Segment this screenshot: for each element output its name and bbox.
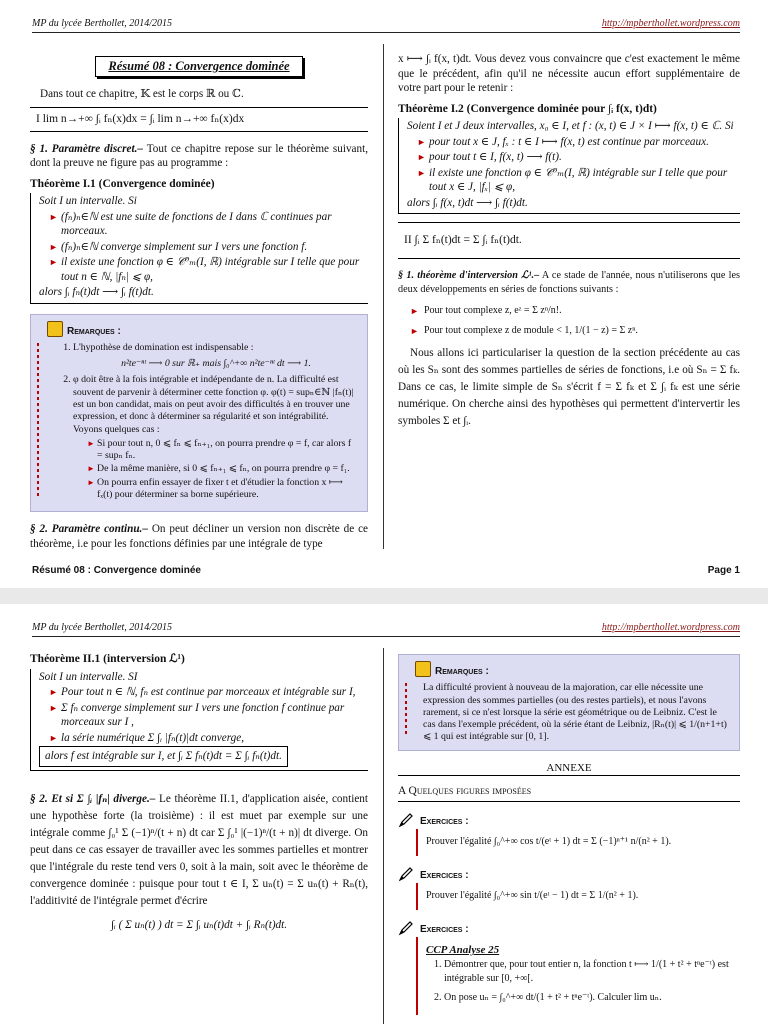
- paragraph-continued: x ⟼ ∫ᵢ f(x, t)dt. Vous devez vous convaincre que c'est exactement le même que le précédent, afin qu'il ne nécessite aucun effort supplémentaire de votre part pour le retenir :: [398, 53, 740, 94]
- exercise-source: CCP Analyse 25: [426, 944, 500, 957]
- paragraph-partial-sums: Nous allons ici particulariser la question de la section précédente au cas où les Sₙ sont des sommes partielles de séries de fonctions, i.e où Sₙ = Σ fₖ. Dans ce cas, le limite simple de Sₙ s'écrit f = Σ fₖ et Σ ∫ᵢ fₖ est une série numérique. On cherche ainsi des hypothèses qui permettent d'intervertir les symboles Σ et ∫ᵢ.: [398, 346, 740, 427]
- theorem-hypotheses: [39, 210, 364, 285]
- remarks-icon: [47, 321, 63, 337]
- paragraph-text: A ce stade de l'année, nous n'utiliserons que les deux développements en séries de fonctions suivants :: [398, 269, 740, 295]
- exercise-block: [398, 866, 740, 910]
- exercise-text: Prouver l'égalité ∫₀^+∞ sin t/(eᵗ − 1) dt = Σ 1/(n² + 1).: [426, 890, 639, 902]
- exercise-question: 2. On pose uₙ = ∫₀^+∞ dt/(1 + t² + tⁿe⁻ᵗ). Calculer lim uₙ.: [444, 991, 734, 1006]
- remark-subitem: ► Si pour tout n, 0 ⩽ fₙ ⩽ fₙ₊₁, on pourra prendre φ = f, car alors f = supₙ fₙ.: [87, 438, 359, 463]
- column-divider: [383, 44, 384, 549]
- theorem-intro: Soit I un intervalle. SI: [39, 670, 138, 683]
- pen-icon: [398, 920, 414, 936]
- series-list: [398, 304, 740, 339]
- section-a-heading: A Quelques figures imposées: [398, 784, 740, 802]
- exercise-question: 1. Démontrer que, pour tout entier n, la fonction t ⟼ 1/(1 + t² + tⁿe⁻ᵗ) est intégrable sur [0, +∞[.: [444, 958, 734, 987]
- pen-icon: [398, 866, 414, 882]
- remark-text: La difficulté provient à nouveau de la majoration, car elle nécessite une expression des sommes partielles (ou des restes partiels), et nous l'avons rarement, si ce n'est lorsque la série est géométrique ou de Leibniz. C'est le cas dans l'exemple précédent, où la série étant de Leibniz, |Rₙ(t)| ⩽ 1/(n+1+t) ⩽ 1 qui est intégrable sur [0, 1].: [423, 682, 727, 743]
- theorem-hypotheses: [39, 685, 364, 745]
- remark-formula: n²te⁻ⁿᵗ ⟶ 0 sur ℝ₊ mais ∫₀^+∞ n²te⁻ⁿᵗ dt ⟶ 1.: [121, 358, 311, 370]
- remark-text: L'hypothèse de domination est indispensable :: [73, 341, 254, 353]
- paragraph-label: § 1. théorème d'interversion ℒ¹.–: [398, 269, 540, 281]
- additivity-formula: ∫ᵢ ( Σ uₙ(t) ) dt = Σ ∫ᵢ uₙ(t)dt + ∫ᵢ Rₙ(t)dt.: [110, 918, 288, 931]
- theorem-hypotheses: [407, 135, 736, 195]
- page-footer: [32, 565, 740, 576]
- remarks-box: [398, 654, 740, 751]
- section-ii-heading: II ∫ᵢ Σ fₙ(t)dt = Σ ∫ᵢ fₙ(t)dt.: [398, 222, 740, 259]
- remarks-title: Remarques :: [67, 325, 121, 337]
- paragraph-text: On peut décliner un version non discrète de ce théorème, i.e pour les fonctions définies par une intégrale de type: [30, 523, 368, 550]
- exercise-body: [416, 829, 740, 856]
- column-right: [398, 52, 740, 436]
- footer-left: Résumé 08 : Convergence dominée: [32, 565, 201, 576]
- theorem-title: Théorème II.1 (interversion ℒ¹): [30, 653, 185, 665]
- exercise-block: [398, 920, 740, 1016]
- remarks-list: [47, 342, 359, 502]
- paragraph-label: § 2. Et si Σ ∫ᵢ |fₙ| diverge.–: [30, 792, 156, 805]
- theorem-conclusion: [39, 746, 364, 767]
- hypothesis-item: ► Pour tout n ∈ ℕ, fₙ est continue par morceaux et intégrable sur I,: [49, 685, 364, 700]
- remark-item: [73, 342, 359, 371]
- theorem-intro: Soit I un intervalle. Si: [39, 195, 137, 207]
- remark-subitem: ► De la même manière, si 0 ⩽ fₙ₊₁ ⩽ fₙ, on pourra prendre φ = f₁.: [87, 463, 359, 475]
- page-title: Résumé 08 : Convergence dominée: [95, 56, 303, 77]
- theorem-title: Théorème I.1 (Convergence dominée): [30, 177, 215, 190]
- column-right: [398, 654, 740, 1024]
- remarks-header: [47, 321, 359, 338]
- theorem-title: Théorème I.2 (Convergence dominée pour ∫ᵢ f(x, t)dt): [398, 102, 657, 115]
- page-number: Page 1: [707, 565, 740, 576]
- annexe-heading: ANNEXE: [398, 761, 740, 777]
- paragraph-label: § 1. Paramètre discret.–: [30, 142, 143, 155]
- exercise-text: Prouver l'égalité ∫₀^+∞ cos t/(eᵗ + 1) dt = Σ (−1)ⁿ⁺¹ n/(n² + 1).: [426, 836, 672, 848]
- exercise-questions: [426, 958, 734, 1006]
- exercise-body: [416, 937, 740, 1015]
- paragraph-discrete: [30, 142, 368, 171]
- hypothesis-item: ► il existe une fonction φ ∈ 𝒞⁰ₘ(I, ℝ) intégrable sur I telle que pour tout n ∈ ℕ, |fₙ| ⩽ φ,: [49, 255, 364, 284]
- remarks-title: Remarques :: [435, 666, 489, 677]
- remark-item: [73, 374, 359, 501]
- paragraph-divergence: [30, 791, 368, 910]
- exercise-block: [398, 812, 740, 856]
- header-left: MP du lycée Berthollet, 2014/2015: [32, 18, 173, 29]
- header-left: MP du lycée Berthollet, 2014/2015: [32, 622, 173, 633]
- theorem-conclusion: alors ∫ᵢ fₙ(t)dt ⟶ ∫ᵢ f(t)dt.: [39, 286, 154, 298]
- exercise-title: Exercices :: [420, 815, 469, 827]
- exercise-header: [398, 920, 740, 938]
- header-link[interactable]: http://mpberthollet.wordpress.com: [601, 18, 740, 29]
- paragraph-interversion: [398, 269, 740, 298]
- paragraph-label: § 2. Paramètre continu.–: [30, 523, 148, 536]
- theorem-conclusion: alors ∫ᵢ f(x, t)dt ⟶ ∫ᵢ f(t)dt.: [407, 196, 528, 209]
- hypothesis-item: ► il existe une fonction φ ∈ 𝒞⁰ₘ(I, ℝ) intégrable sur I telle que pour tout x ∈ J, |fₓ| ⩽ φ,: [417, 166, 736, 195]
- exercise-header: [398, 866, 740, 884]
- exercise-title: Exercices :: [420, 869, 469, 881]
- page-2: [0, 604, 768, 1024]
- page-header: [32, 620, 740, 637]
- hypothesis-item: ► pour tout t ∈ I, f(x, t) ⟶ f(t).: [417, 150, 736, 165]
- theorem-box: [30, 669, 368, 771]
- paragraph-text: Le théorème II.1, d'application aisée, contient une hypothèse forte (la troisième) : il est muet par exemple sur une intégrale comme ∫₀¹ Σ (−1)ⁿ/(t + n) dt car Σ ∫₀¹ |(−1)ⁿ/(t + n)| dt diverge. On peut dans ce cas essayer de travailler avec les sommes partielles et montrer que l'intégrale du reste tend vers 0, soit à la main, soit avec le théorème de convergence dominée : puisque pour tout t ∈ I, Σ uₙ(t) = Σ uₙ(t) + Rₙ(t), l'additivité de l'intégrale permet d'écrire: [30, 792, 368, 907]
- hypothesis-item: ► (fₙ)ₙ∈ℕ converge simplement sur I vers une fonction f.: [49, 240, 364, 255]
- exercise-body: [416, 883, 740, 910]
- series-item: ► Pour tout complexe z de module < 1, 1/(1 − z) = Σ zⁿ.: [410, 324, 740, 339]
- column-left: [30, 648, 368, 936]
- hypothesis-item: ► pour tout x ∈ J, fₓ : t ∈ I ⟼ f(x, t) est continue par morceaux.: [417, 135, 736, 150]
- series-item: ► Pour tout complexe z, eᶻ = Σ zⁿ/n!.: [410, 304, 740, 319]
- theorem-box: [30, 193, 368, 304]
- remark-text: φ doit être à la fois intégrable et indépendante de n. La difficulté est souvent de parvenir à déterminer cette fonction φ. φ(t) = supₙ∈ℕ |fₙ(t)| est un bon candidat, mais on peut avoir des difficultés à en trouver une expression, et donc à déterminer sa régularité et son intégrabilité. Voyons quelques cas :: [73, 374, 354, 435]
- column-left: [30, 56, 368, 557]
- remarks-header: [415, 661, 731, 678]
- boxed-conclusion: alors f est intégrable sur I, et ∫ᵢ Σ fₙ(t)dt = Σ ∫ᵢ fₙ(t)dt.: [39, 746, 288, 767]
- header-link[interactable]: http://mpberthollet.wordpress.com: [601, 622, 740, 633]
- paragraph-text: Tout ce chapitre repose sur le théorème suivant, dont la preuve ne figure pas au programme :: [30, 142, 368, 169]
- paragraph-continuous: [30, 522, 368, 551]
- hypothesis-item: ► la série numérique Σ ∫ᵢ |fₙ(t)|dt converge,: [49, 731, 364, 746]
- column-divider: [383, 648, 384, 1024]
- hypothesis-item: ► (fₙ)ₙ∈ℕ est une suite de fonctions de I dans ℂ continues par morceaux.: [49, 210, 364, 239]
- pen-icon: [398, 812, 414, 828]
- theorem-box: [398, 118, 740, 214]
- theorem-intro: Soient I et J deux intervalles, x₀ ∈ I, et f : (x, t) ∈ J × I ⟼ f(x, t) ∈ ℂ. Si: [407, 120, 734, 132]
- remark-subitem: ► On pourra enfin essayer de fixer t et d'étudier la fonction x ⟼ fₓ(t) pour déterminer sa borne supérieure.: [87, 477, 359, 502]
- intro-text: Dans tout ce chapitre, 𝕂 est le corps ℝ ou ℂ.: [40, 87, 244, 100]
- page-header: [32, 16, 740, 33]
- exercise-header: [398, 812, 740, 830]
- remark-sublist: [73, 438, 359, 501]
- hypothesis-item: ► Σ fₙ converge simplement sur I vers une fonction f continue par morceaux sur I ,: [49, 701, 364, 730]
- exercise-title: Exercices :: [420, 923, 469, 935]
- section-i-heading: I lim n→+∞ ∫ᵢ fₙ(x)dx = ∫ᵢ lim n→+∞ fₙ(x)dx: [30, 107, 368, 132]
- remarks-icon: [415, 661, 431, 677]
- remarks-box: [30, 314, 368, 513]
